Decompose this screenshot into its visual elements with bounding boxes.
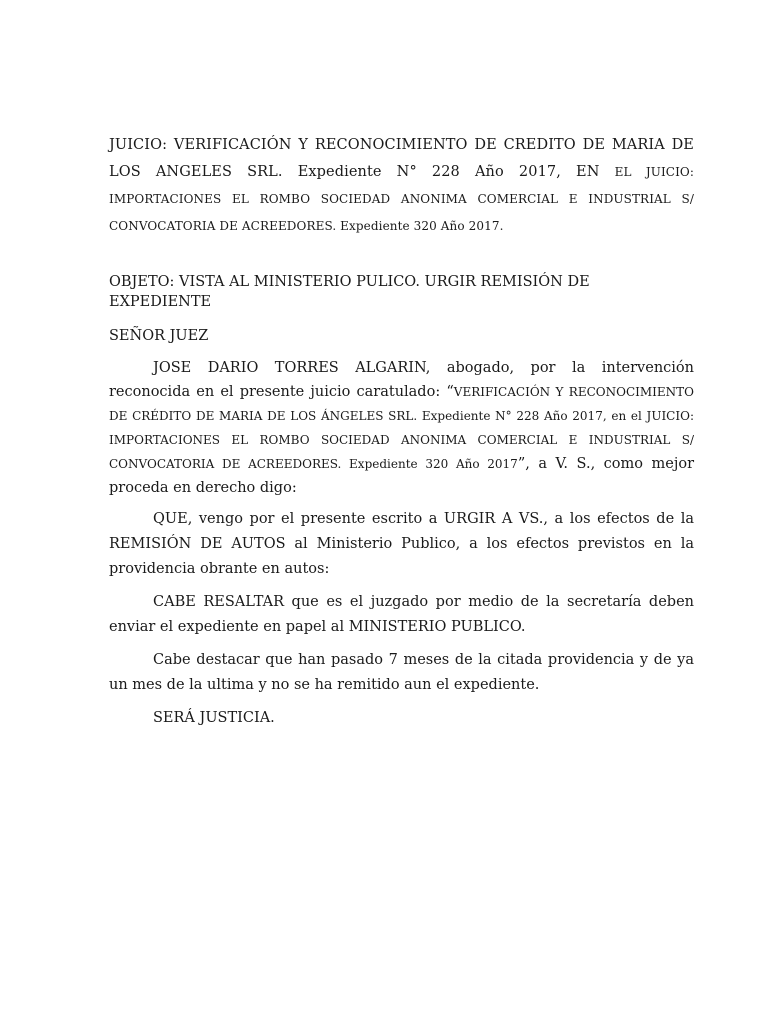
closing-line: SERÁ JUSTICIA. <box>153 710 275 726</box>
salutation: SEÑOR JUEZ <box>109 328 209 344</box>
intro-quoted-caption: VERIFICACIÓN Y RECONOCIMIENTO DE CRÉDITO DE MARIA DE LOS ÁNGELES SRL. Expediente N° 228 Año 2017, en el JUICIO: IMPORTACIONES EL ROMBO SOCIEDAD ANONIMA COMERCIAL E INDUSTRIAL S/ CONVOCATORIA DE ACREEDORES. Expediente 320 Año 2017 <box>109 385 694 471</box>
intro-lead: JOSE DARIO TORRES ALGARIN, abogado, por la intervención reconocida en el presente juicio caratulado: “ <box>109 360 694 400</box>
case-caption-tail: EL JUICIO: IMPORTACIONES EL ROMBO SOCIEDAD ANONIMA COMERCIAL E INDUSTRIAL S/ CONVOCATORIA DE ACREEDORES. Expediente 320 Año 2017. <box>109 165 694 233</box>
case-caption <box>109 132 694 240</box>
document-page <box>0 132 768 1024</box>
case-caption-lead: JUICIO: VERIFICACIÓN Y RECONOCIMIENTO DE CREDITO DE MARIA DE LOS ANGELES SRL. Expediente N° 228 Año 2017, EN <box>109 137 694 180</box>
intro-paragraph <box>109 356 694 500</box>
intro-tail: ”, a V. S., como mejor proceda en derecho digo: <box>109 456 694 496</box>
paragraph-cabe-destacar: Cabe destacar que han pasado 7 meses de la citada providencia y de ya un mes de la ultima y no se ha remitido aun el expediente. <box>109 652 694 693</box>
paragraph-cabe-resaltar: CABE RESALTAR que es el juzgado por medio de la secretaría deben enviar el expediente en papel al MINISTERIO PUBLICO. <box>109 594 694 635</box>
objeto-line: OBJETO: VISTA AL MINISTERIO PULICO. URGIR REMISIÓN DE EXPEDIENTE <box>109 274 590 310</box>
paragraph-que: QUE, vengo por el presente escrito a URGIR A VS., a los efectos de la REMISIÓN DE AUTOS al Ministerio Publico, a los efectos previstos en la providencia obrante en autos: <box>109 511 694 577</box>
